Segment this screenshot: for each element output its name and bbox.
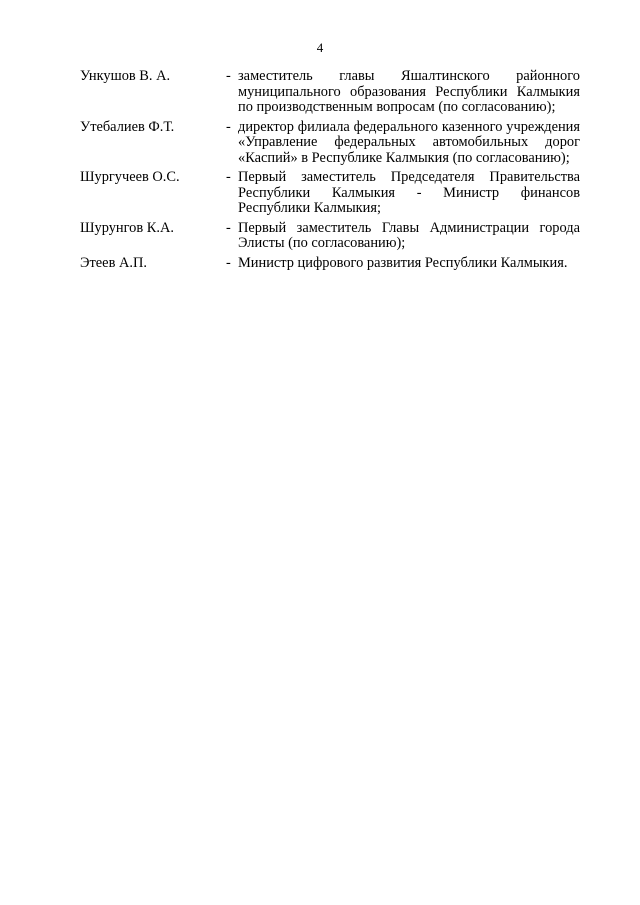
member-position: Министр цифрового развития Республики Калмыкия. [238, 254, 568, 271]
list-item [80, 170, 580, 217]
member-name: Утебалиев Ф.Т. [80, 118, 175, 135]
member-name: Ункушов В. А. [80, 68, 171, 84]
list-item [80, 120, 580, 167]
member-position: заместитель главы Яшалтинского районного муниципального образования Республики Калмыкия по производственным вопросам (по согласованию); [238, 68, 580, 115]
dash-separator: - [226, 169, 231, 185]
list-item [80, 256, 580, 272]
list-item [80, 69, 580, 116]
dash-separator: - [226, 118, 231, 135]
dash-separator: - [226, 68, 231, 84]
page-number: 4 [316, 40, 324, 55]
member-name: Этеев А.П. [80, 254, 147, 271]
dash-separator: - [226, 254, 231, 271]
member-name: Шургучеев О.С. [80, 169, 180, 185]
list-item [80, 221, 580, 252]
member-list [80, 69, 580, 275]
member-name: Шурунгов К.А. [80, 219, 174, 236]
member-position: Первый заместитель Главы Администрации города Элисты (по согласованию); [238, 219, 580, 251]
dash-separator: - [226, 219, 231, 236]
member-position: Первый заместитель Председателя Правительства Республики Калмыкия - Министр финансов Республики Калмыкия; [238, 169, 580, 216]
member-position: директор филиала федерального казенного учреждения «Управление федеральных автомобильных дорог «Каспий» в Республике Калмыкия (по согласованию); [238, 118, 580, 166]
